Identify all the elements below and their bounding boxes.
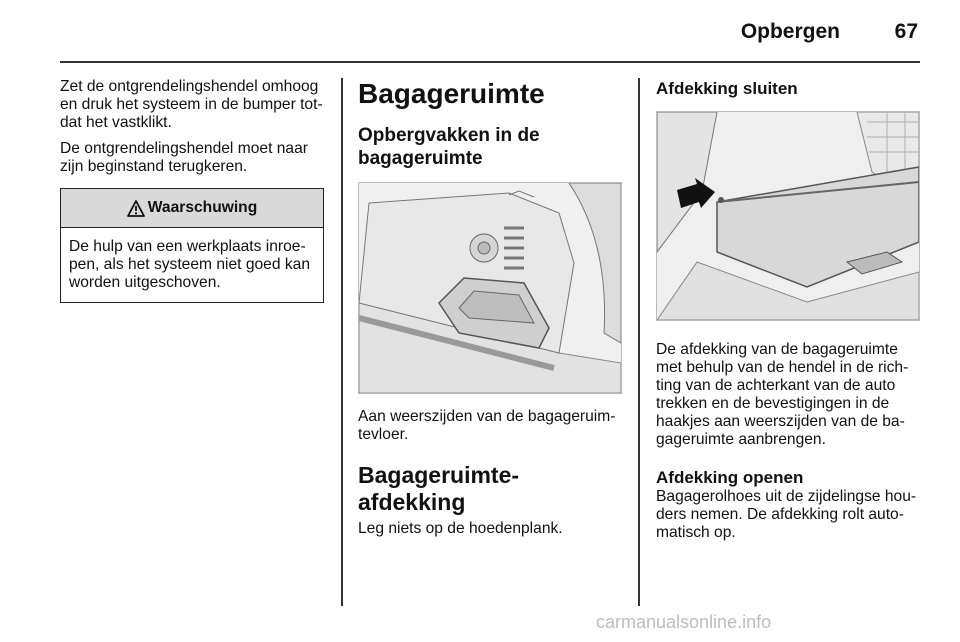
header-rule bbox=[60, 61, 920, 63]
page-number: 67 bbox=[894, 20, 918, 43]
paragraph: De ontgrendelingshendel moet naar zijn beginstand terugkeren. bbox=[60, 140, 308, 175]
warning-box bbox=[60, 188, 324, 303]
subsection-heading: Afdekking openen bbox=[656, 468, 804, 487]
storage-compartment-drawing bbox=[359, 183, 621, 393]
paragraph: De afdekking van de bagageruimte met behulp van de hendel in de richting van de achterkant van de auto trekken en de bevestigingen in de haakjes aan weerszijden van de bagageruimte aanbrengen. bbox=[656, 341, 909, 448]
paragraph: Leg niets op de hoedenplank. bbox=[358, 520, 563, 537]
paragraph: Zet de ontgrendelingshendel omhoog en druk het systeem in de bumper totdat het vastklikt. bbox=[60, 78, 323, 131]
column-divider bbox=[341, 78, 343, 606]
figure-caption: Aan weerszijden van de bagageruimtevloer. bbox=[358, 408, 616, 443]
cover-closing-drawing bbox=[657, 112, 919, 320]
column-divider bbox=[638, 78, 640, 606]
subsection-heading: Opbergvakken in de bagageruimte bbox=[358, 125, 540, 169]
paragraph: Bagagerolhoes uit de zijdelingse houders nemen. De afdekking rolt automatisch op. bbox=[656, 488, 917, 541]
watermark: carmanualsonline.info bbox=[596, 612, 772, 632]
warning-text: De hulp van een werkplaats inroepen, als het systeem niet goed kan worden uitgeschoven. bbox=[69, 238, 310, 291]
section-heading: Bagageruimte bbox=[358, 78, 545, 109]
column-2 bbox=[358, 78, 623, 538]
column-3 bbox=[656, 78, 920, 542]
section-heading: Bagageruimte-afdekking bbox=[358, 462, 520, 515]
column-1 bbox=[60, 78, 324, 303]
warning-triangle-icon bbox=[127, 200, 145, 217]
cover-closing-illustration bbox=[656, 111, 920, 321]
storage-compartment-illustration bbox=[358, 182, 622, 394]
subsection-heading: Afdekking sluiten bbox=[656, 79, 798, 98]
warning-title: Waarschuwing bbox=[147, 199, 258, 216]
header-title: Opbergen bbox=[740, 20, 840, 43]
warning-header bbox=[61, 189, 323, 228]
